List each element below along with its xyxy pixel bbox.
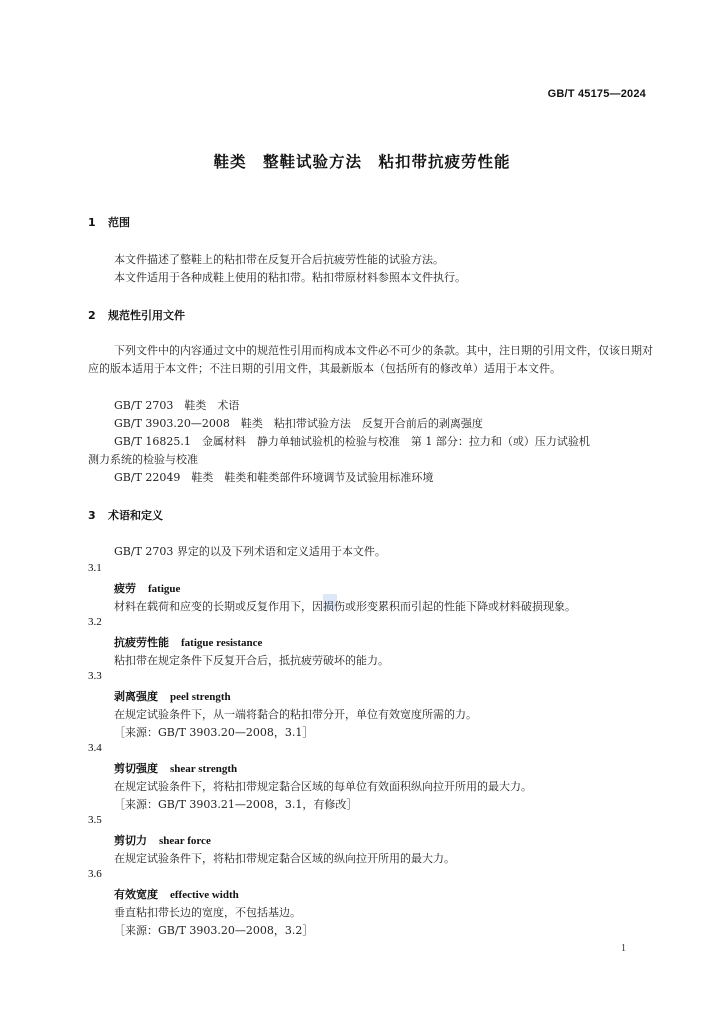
reference-item-continuation: 测力系统的检验与校准 [88,453,198,466]
section-number: 2 [88,309,96,322]
section-number: 1 [88,216,96,229]
term-zh: 剪切强度 [114,762,158,775]
term-zh: 剥离强度 [114,690,158,703]
term-definition: 在规定试验条件下，将粘扣带规定黏合区域的纵向拉开所用的最大力。 [114,852,455,865]
section-title: 规范性引用文件 [108,309,185,322]
term-heading [114,886,239,902]
term-source: ［来源：GB/T 3903.21—2008，3.1，有修改］ [114,798,358,811]
section-title: 范围 [108,216,130,229]
section-3-intro: GB/T 2703 界定的以及下列术语和定义适用于本文件。 [114,545,386,558]
term-heading [114,634,262,650]
section-1-paragraph-1: 本文件描述了整鞋上的粘扣带在反复开合后抗疲劳性能的试验方法。 [114,253,444,266]
term-zh: 抗疲劳性能 [114,636,169,649]
term-number: 3.1 [88,562,102,574]
term-number: 3.6 [88,868,102,880]
section-3-heading [88,507,163,523]
term-en: fatigue [148,583,181,595]
term-number: 3.5 [88,814,102,826]
term-definition: 材料在载荷和应变的长期或反复作用下，因损伤或形变累积而引起的性能下降或材料破损现象。 [114,600,576,613]
term-zh: 剪切力 [114,834,147,847]
document-code: GB/T 45175—2024 [547,88,646,100]
document-title: 鞋类 整鞋试验方法 粘扣带抗疲劳性能 [213,153,511,171]
term-number: 3.4 [88,742,102,754]
term-zh: 有效宽度 [114,888,158,901]
term-en: peel strength [170,691,231,703]
section-1-heading [88,214,130,230]
term-heading [114,688,231,704]
term-en: shear force [159,835,211,847]
term-en: shear strength [170,763,238,775]
term-number: 3.3 [88,670,102,682]
term-zh: 疲劳 [114,582,136,595]
term-en: fatigue resistance [181,637,263,649]
term-number: 3.2 [88,616,102,628]
section-2-intro: 下列文件中的内容通过文中的规范性引用而构成本文件必不可少的条款。其中，注日期的引用文件，仅该日期对应的版本适用于本文件；不注日期的引用文件，其最新版本（包括所有的修改单）适用于本文件。 [88,344,653,375]
term-source: ［来源：GB/T 3903.20—2008，3.1］ [114,726,314,739]
term-definition: 在规定试验条件下，从一端将黏合的粘扣带分开，单位有效宽度所需的力。 [114,708,477,721]
term-heading [114,832,211,848]
term-en: effective width [170,889,239,901]
reference-item: GB/T 2703 鞋类 术语 [114,399,240,412]
section-title: 术语和定义 [108,509,163,522]
term-definition: 在规定试验条件下，将粘扣带规定黏合区域的每单位有效面积纵向拉开所用的最大力。 [114,780,532,793]
section-1-paragraph-2: 本文件适用于各种成鞋上使用的粘扣带。粘扣带原材料参照本文件执行。 [114,271,466,284]
section-2-heading [88,307,185,323]
page-number: 1 [621,943,626,954]
term-heading [114,760,237,776]
term-definition: 粘扣带在规定条件下反复开合后，抵抗疲劳破坏的能力。 [114,654,389,667]
term-source: ［来源：GB/T 3903.20—2008，3.2］ [114,924,314,937]
reference-item: GB/T 16825.1 金属材料 静力单轴试验机的检验与校准 第 1 部分：拉力和（或）压力试验机 [114,435,590,448]
reference-item: GB/T 3903.20—2008 鞋类 粘扣带试验方法 反复开合前后的剥离强度 [114,417,483,430]
reference-item: GB/T 22049 鞋类 鞋类和鞋类部件环境调节及试验用标准环境 [114,471,434,484]
term-definition: 垂直粘扣带长边的宽度，不包括基边。 [114,906,301,919]
section-number: 3 [88,509,96,522]
term-heading [114,580,180,596]
